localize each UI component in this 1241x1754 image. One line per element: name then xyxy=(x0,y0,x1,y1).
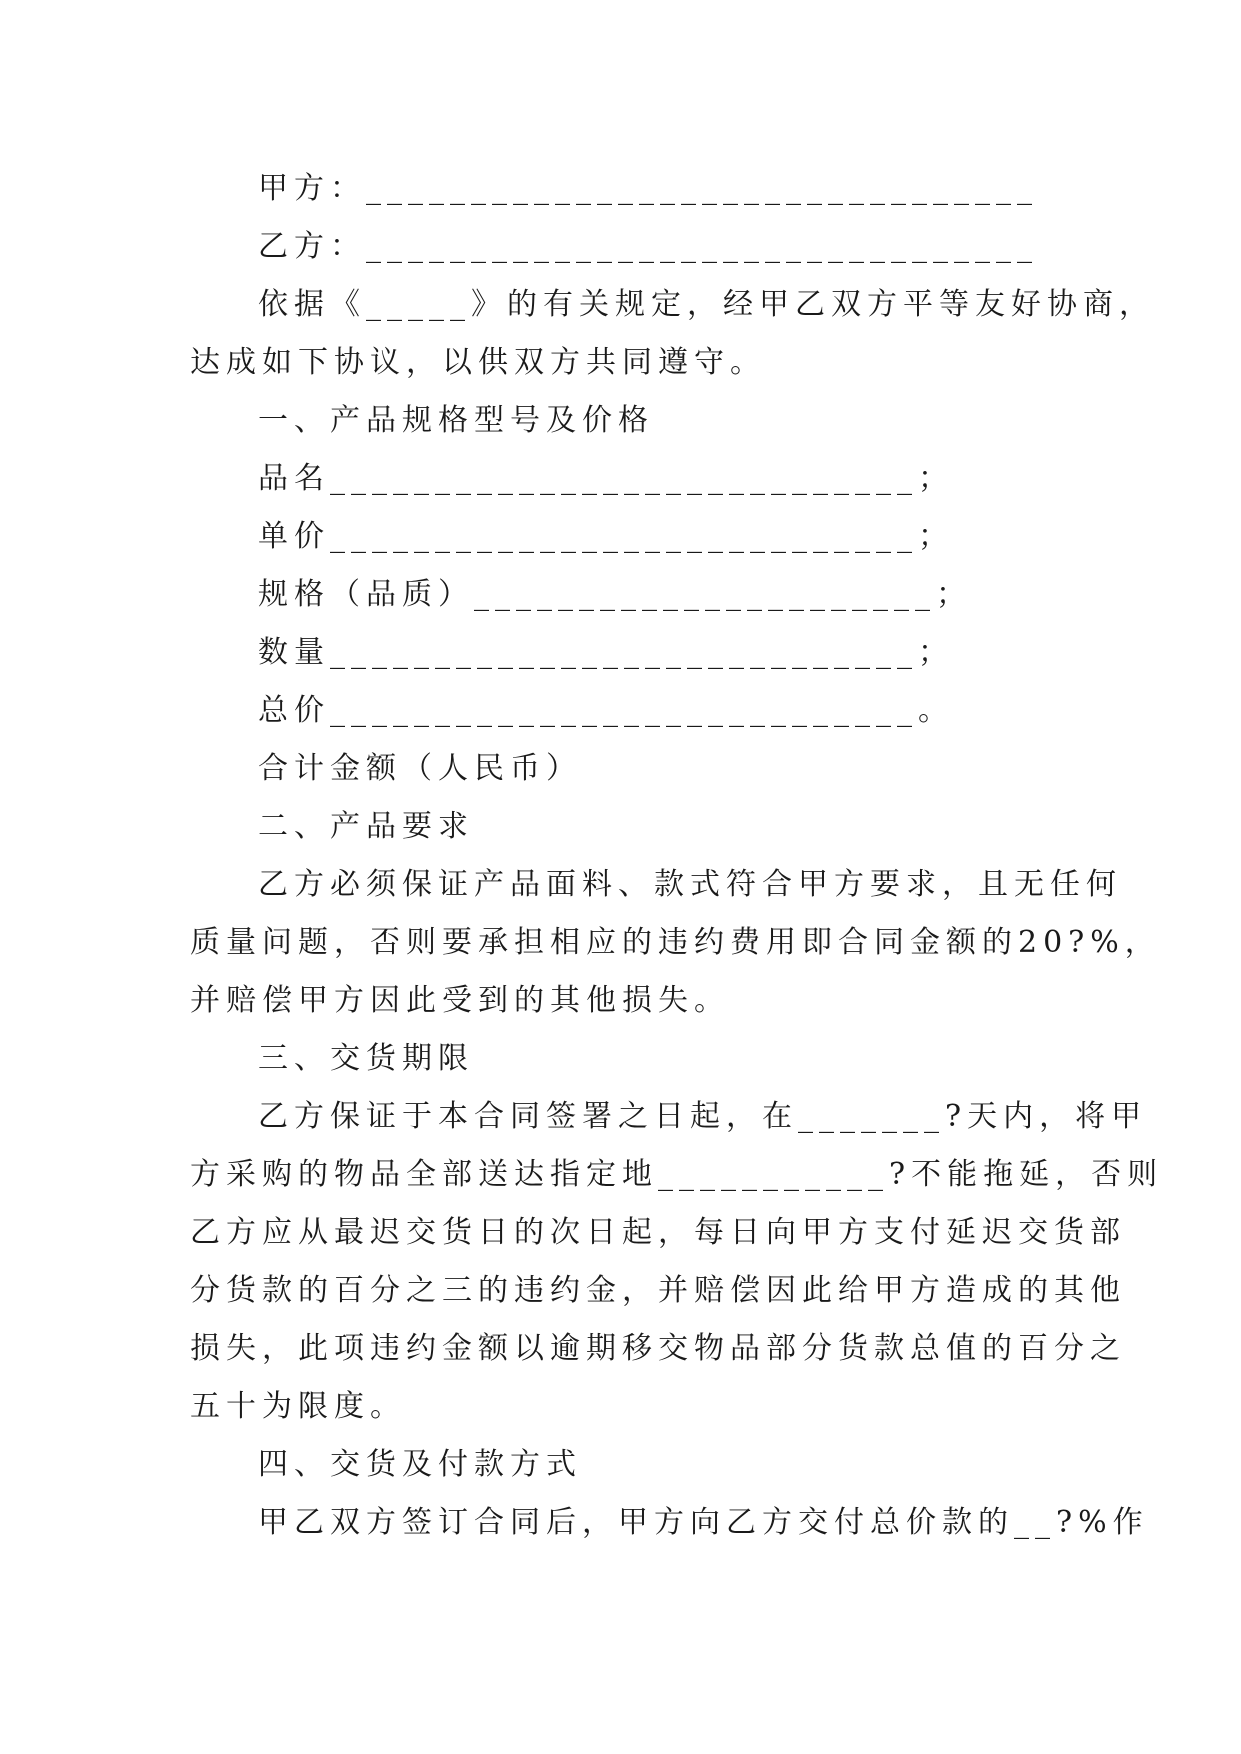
quantity-line: 数量____________________________； xyxy=(258,635,954,670)
section-1-heading: 一、产品规格型号及价格 xyxy=(258,403,654,438)
section-3-heading: 三、交货期限 xyxy=(258,1041,474,1076)
total-price-line: 总价____________________________。 xyxy=(258,693,954,728)
section-3-paragraph-line-5: 损失，此项违约金额以逾期移交物品部分货款总值的百分之 xyxy=(190,1331,1126,1366)
section-4-paragraph-line-1: 甲乙双方签订合同后，甲方向乙方交付总价款的__?%作 xyxy=(258,1505,1149,1540)
unit-price-line: 单价____________________________； xyxy=(258,519,954,554)
party-a-line: 甲方：________________________________ xyxy=(258,171,1038,206)
section-2-heading: 二、产品要求 xyxy=(258,809,474,844)
section-2-paragraph-line-3: 并赔偿甲方因此受到的其他损失。 xyxy=(190,983,730,1018)
preamble-line-1: 依据《_____》的有关规定，经甲乙双方平等友好协商， xyxy=(258,287,1155,322)
total-amount-line: 合计金额（人民币） xyxy=(258,751,582,786)
section-3-paragraph-line-1: 乙方保证于本合同签署之日起，在_______?天内，将甲 xyxy=(258,1099,1148,1134)
document-body xyxy=(190,160,1164,1552)
section-2-paragraph-line-2: 质量问题，否则要承担相应的违约费用即合同金额的20?%， xyxy=(190,925,1161,960)
section-2-paragraph-line-1: 乙方必须保证产品面料、款式符合甲方要求，且无任何 xyxy=(258,867,1122,902)
party-b-line: 乙方：________________________________ xyxy=(258,229,1038,264)
section-3-paragraph-line-4: 分货款的百分之三的违约金，并赔偿因此给甲方造成的其他 xyxy=(190,1273,1126,1308)
product-name-line: 品名____________________________； xyxy=(258,461,954,496)
preamble-line-2: 达成如下协议，以供双方共同遵守。 xyxy=(190,345,766,380)
section-4-heading: 四、交货及付款方式 xyxy=(258,1447,582,1482)
specification-line: 规格（品质）______________________； xyxy=(258,577,972,612)
section-3-paragraph-line-6: 五十为限度。 xyxy=(190,1389,406,1424)
section-3-paragraph-line-2: 方采购的物品全部送达指定地___________?不能拖延，否则 xyxy=(190,1157,1164,1192)
section-3-paragraph-line-3: 乙方应从最迟交货日的次日起，每日向甲方支付延迟交货部 xyxy=(190,1215,1126,1250)
